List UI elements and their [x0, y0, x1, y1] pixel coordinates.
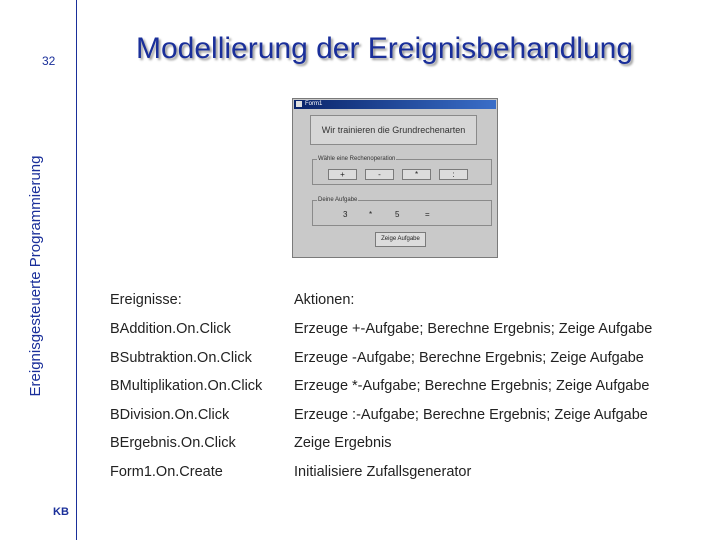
- left-divider-line: [76, 0, 77, 540]
- task-operand-b: 5: [395, 210, 400, 219]
- multiplication-button[interactable]: *: [402, 169, 431, 180]
- app-icon: [296, 101, 302, 107]
- operation-groupbox: [312, 156, 492, 185]
- vertical-section-title: Ereignisgesteuerte Programmierung: [27, 155, 44, 397]
- action-cell: Erzeuge -Aufgabe; Berechne Ergebnis; Zeige Aufgabe: [294, 350, 644, 366]
- addition-button[interactable]: +: [328, 169, 357, 180]
- action-cell: Erzeuge *-Aufgabe; Berechne Ergebnis; Zeige Aufgabe: [294, 378, 650, 394]
- task-group-label: Deine Aufgabe: [318, 197, 358, 203]
- task-equals: =: [425, 210, 430, 219]
- actions-header: Aktionen:: [294, 292, 355, 308]
- slide-title: Modellierung der Ereignisbehandlung: [136, 32, 634, 65]
- division-button[interactable]: :: [439, 169, 468, 180]
- form-banner-label: Wir trainieren die Grundrechenarten: [310, 115, 477, 145]
- action-cell: Zeige Ergebnis: [294, 435, 392, 451]
- event-cell: BMultiplikation.On.Click: [110, 378, 263, 394]
- page-number: 32: [42, 54, 56, 68]
- show-task-button[interactable]: Zeige Aufgabe: [375, 232, 426, 247]
- table-row: [110, 464, 710, 484]
- window-titlebar: [294, 100, 496, 109]
- table-row: [110, 350, 710, 370]
- window-title: Form1: [305, 101, 323, 107]
- task-groupbox: [312, 197, 492, 226]
- action-cell: Erzeuge +-Aufgabe; Berechne Ergebnis; Zeige Aufgabe: [294, 321, 653, 337]
- table-row: [110, 407, 710, 427]
- event-cell: BAddition.On.Click: [110, 321, 231, 337]
- subtraction-button[interactable]: -: [365, 169, 394, 180]
- action-cell: Erzeuge :-Aufgabe; Berechne Ergebnis; Zeige Aufgabe: [294, 407, 648, 423]
- table-row: [110, 321, 710, 341]
- task-operator: *: [369, 210, 373, 219]
- form-screenshot-window: [292, 98, 498, 258]
- action-cell: Initialisiere Zufallsgenerator: [294, 464, 472, 480]
- event-cell: BErgebnis.On.Click: [110, 435, 236, 451]
- operation-group-label: Wähle eine Rechenoperation: [318, 156, 396, 162]
- events-header: Ereignisse:: [110, 292, 182, 308]
- event-cell: Form1.On.Create: [110, 464, 223, 480]
- table-row: [110, 435, 710, 455]
- event-cell: BSubtraktion.On.Click: [110, 350, 252, 366]
- table-header-row: [110, 292, 710, 312]
- event-cell: BDivision.On.Click: [110, 407, 230, 423]
- footer-initials: KB: [53, 506, 69, 518]
- table-row: [110, 378, 710, 398]
- task-operand-a: 3: [343, 210, 348, 219]
